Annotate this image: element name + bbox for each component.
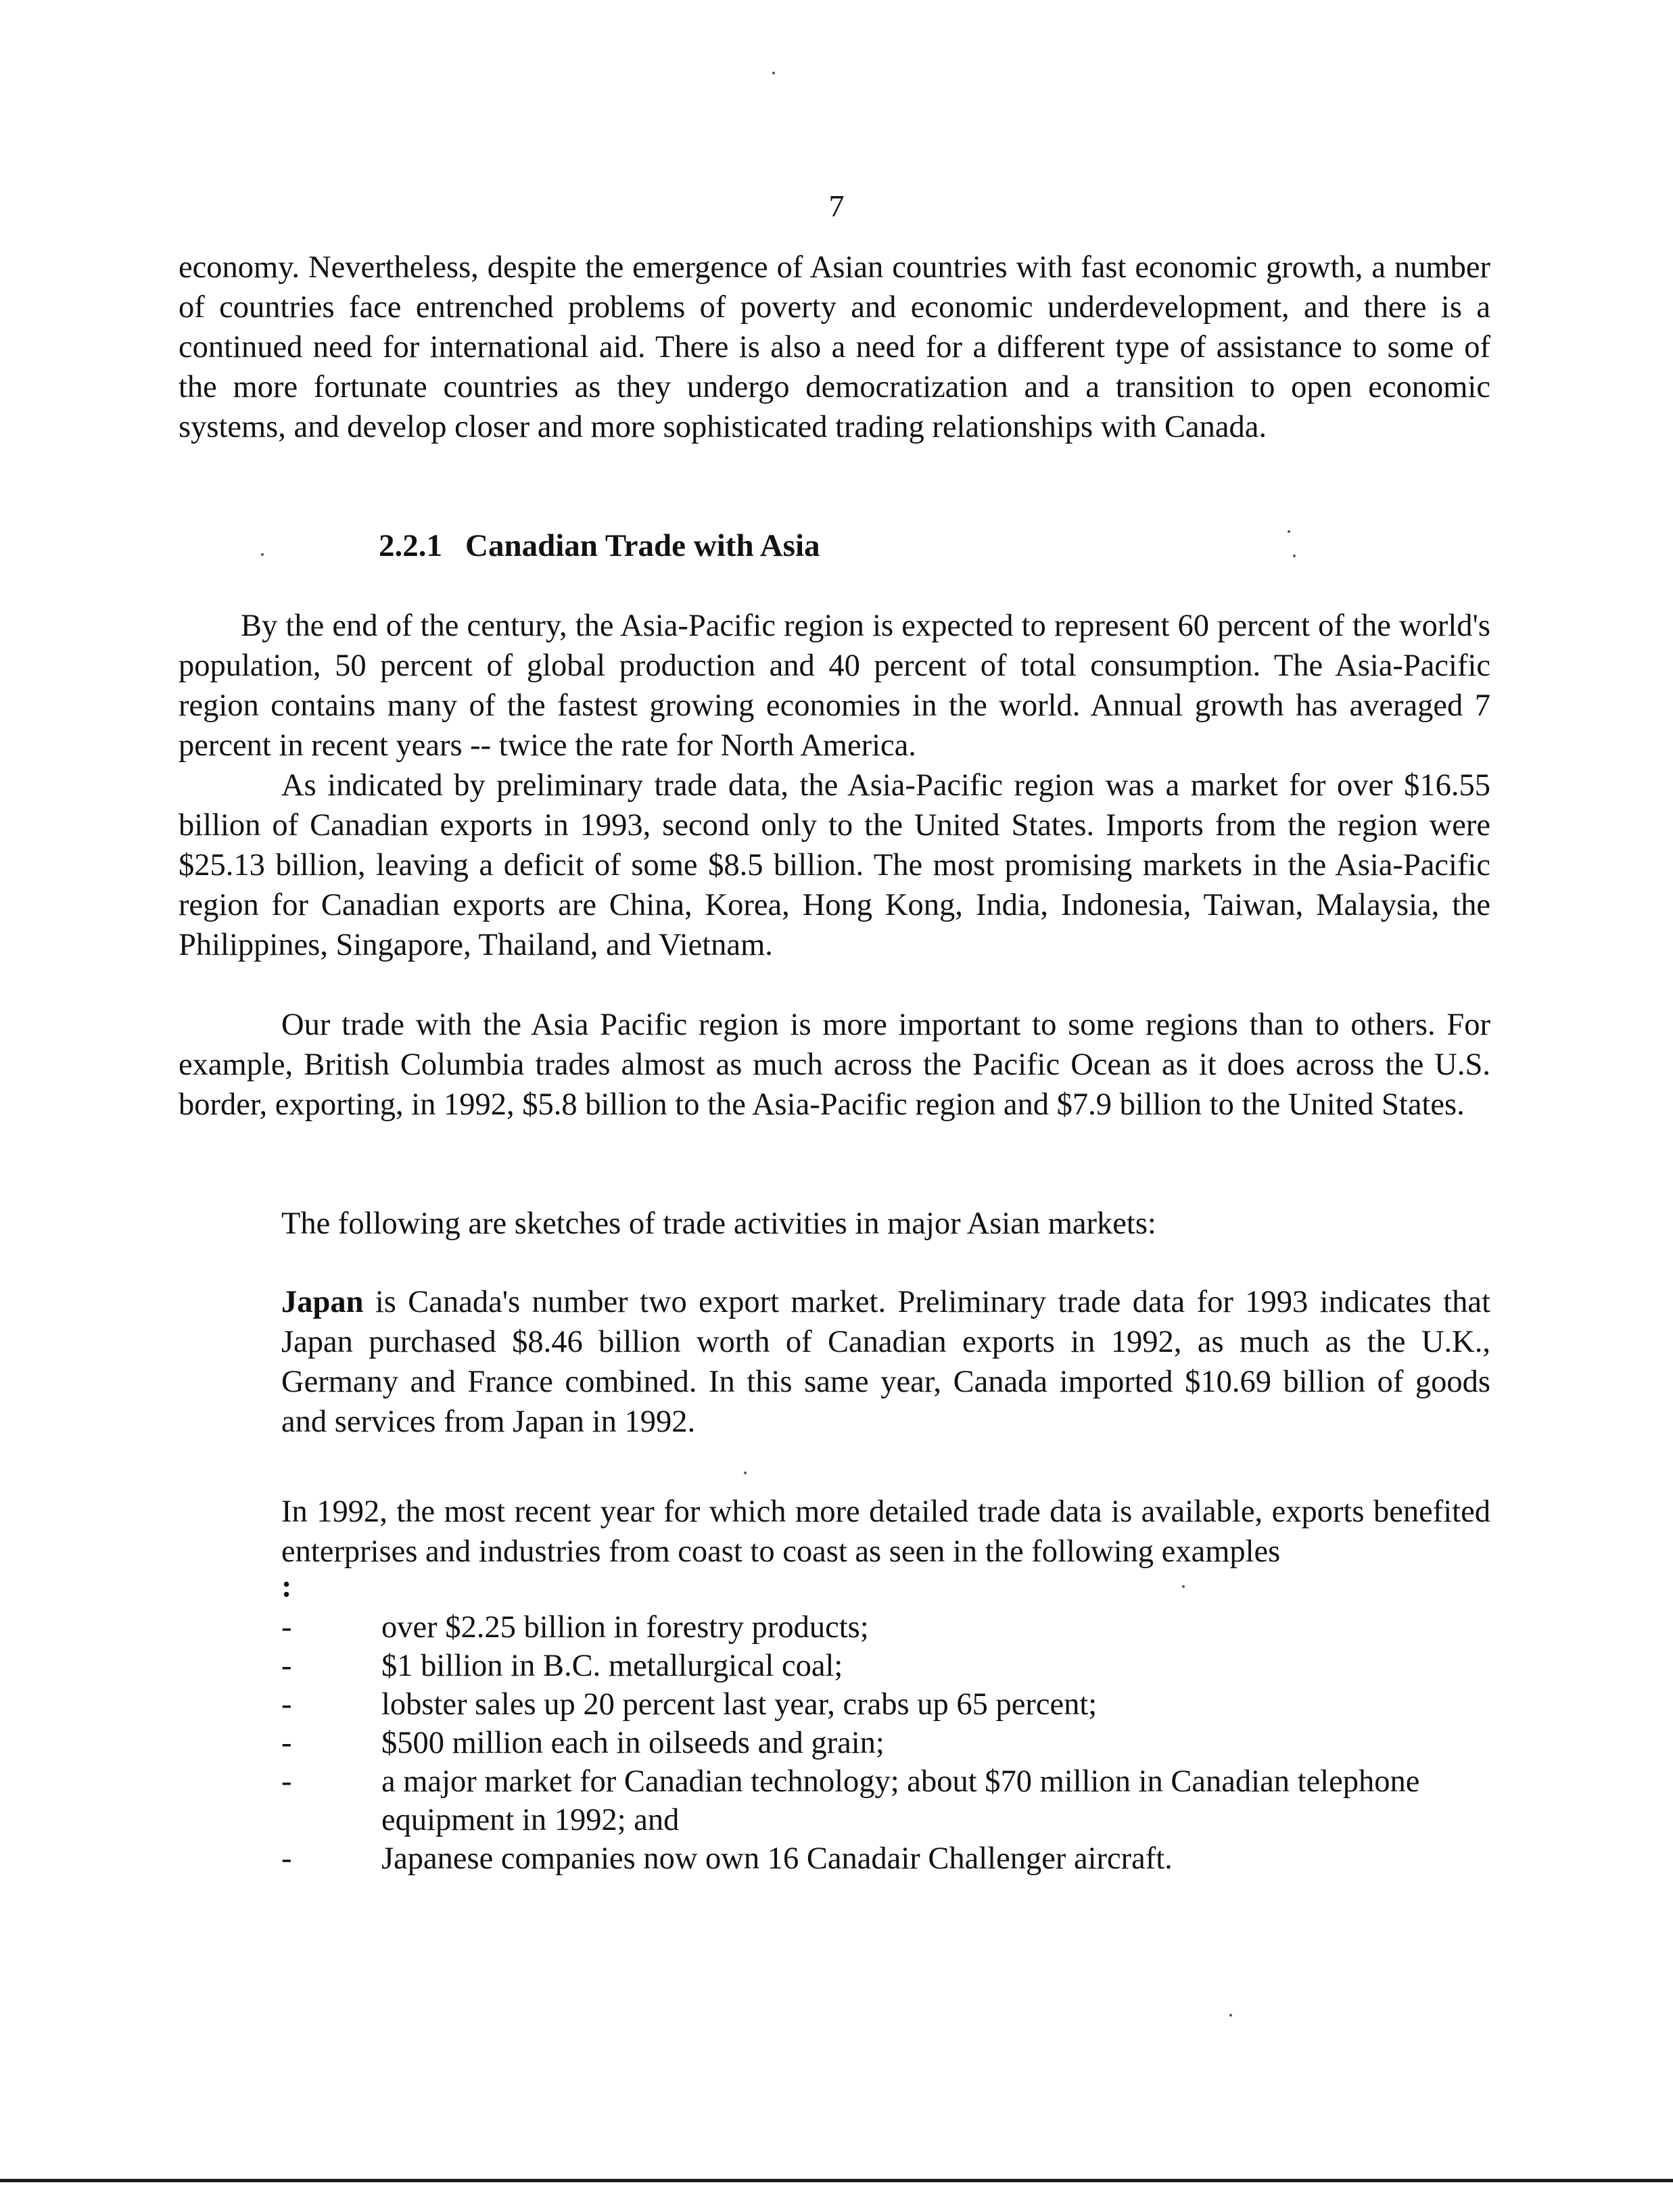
list-item	[281, 1647, 1490, 1685]
bullet-dash: -	[281, 1726, 292, 1760]
bullet-dash: -	[281, 1649, 292, 1683]
japan-text: is Canada's number two export market. Preliminary trade data for 1993 indicates that Japan purchased $8.46 billion worth of Canadian exports in 1992, as much as the U.K., Germany and France combined. In this same year, Canada imported $10.69 billion of goods and services from Japan in 1992.	[281, 1285, 1490, 1439]
list-item-text: a major market for Canadian technology; about $70 million in Canadian telephone equipment in 1992; and	[381, 1764, 1420, 1837]
scan-speck	[772, 72, 775, 74]
sketches-intro: The following are sketches of trade activities in major Asian markets:	[281, 1206, 1156, 1241]
paragraph-regional-trade: Our trade with the Asia Pacific region is more important to some regions than to others. For example, British Columbia trades almost as much across the Pacific Ocean as it does across the U.S. border, exporting, in 1992, $5.8 billion to the Asia-Pacific region and $7.9 billion to the United States.	[179, 1008, 1490, 1122]
list-item-text: lobster sales up 20 percent last year, crabs up 65 percent;	[381, 1687, 1098, 1722]
paragraph-trade-data: As indicated by preliminary trade data, the Asia-Pacific region was a market for over $16.55 billion of Canadian exports in 1993, second only to the United States. Imports from the region were $25.13 billion, leaving a deficit of some $8.5 billion. The most promising markets in the Asia-Pacific region for Canadian exports are China, Korea, Hong Kong, India, Indonesia, Taiwan, Malaysia, the Philippines, Singapore, Thailand, and Vietnam.	[179, 768, 1490, 962]
list-item	[281, 1724, 1490, 1762]
section-heading	[379, 527, 820, 564]
scan-speck	[744, 1472, 747, 1474]
examples-list	[281, 1608, 1490, 1878]
list-item-text: Japanese companies now own 16 Canadair Challenger aircraft.	[381, 1841, 1173, 1876]
scan-speck	[1229, 2014, 1232, 2017]
scan-bottom-edge	[0, 2179, 1673, 2182]
scan-speck	[1288, 530, 1290, 533]
scan-speck	[1293, 555, 1296, 557]
list-item-text: $1 billion in B.C. metallurgical coal;	[381, 1649, 843, 1683]
bullet-dash: -	[281, 1764, 292, 1799]
bullet-dash: -	[281, 1841, 292, 1876]
examples-colon: :	[281, 1570, 292, 1604]
list-item	[281, 1685, 1490, 1724]
examples-intro: In 1992, the most recent year for which more detailed trade data is available, exports benefited enterprises and industries from coast to coast as seen in the following examples	[281, 1495, 1490, 1569]
paragraph-asia-pacific-growth: By the end of the century, the Asia-Pacific region is expected to represent 60 percent of the world's population, 50 percent of global production and 40 percent of total consumption. The Asia-Pacific region contains many of the fastest growing economies in the world. Annual growth has averaged 7 percent in recent years -- twice the rate for North America.	[179, 609, 1490, 763]
japan-paragraph	[281, 1282, 1490, 1442]
section-title: Canadian Trade with Asia	[465, 528, 820, 563]
page-number: 7	[828, 189, 845, 223]
scan-speck	[261, 553, 264, 556]
section-number: 2.2.1	[379, 528, 442, 563]
list-item-text: over $2.25 billion in forestry products;	[381, 1610, 869, 1645]
list-item-text: $500 million each in oilseeds and grain;	[381, 1726, 885, 1760]
bullet-dash: -	[281, 1610, 292, 1645]
scan-speck	[1182, 1585, 1185, 1588]
list-item	[281, 1608, 1490, 1647]
list-item	[281, 1839, 1490, 1878]
list-item	[281, 1762, 1490, 1839]
intro-paragraph: economy. Nevertheless, despite the emergence of Asian countries with fast economic growth, a number of countries face entrenched problems of poverty and economic underdevelopment, and there is a continued need for international aid. There is also a need for a different type of assistance to some of the more fortunate countries as they undergo democratization and a transition to open economic systems, and develop closer and more sophisticated trading relationships with Canada.	[179, 250, 1490, 444]
bullet-dash: -	[281, 1687, 292, 1722]
japan-label: Japan	[281, 1285, 364, 1319]
